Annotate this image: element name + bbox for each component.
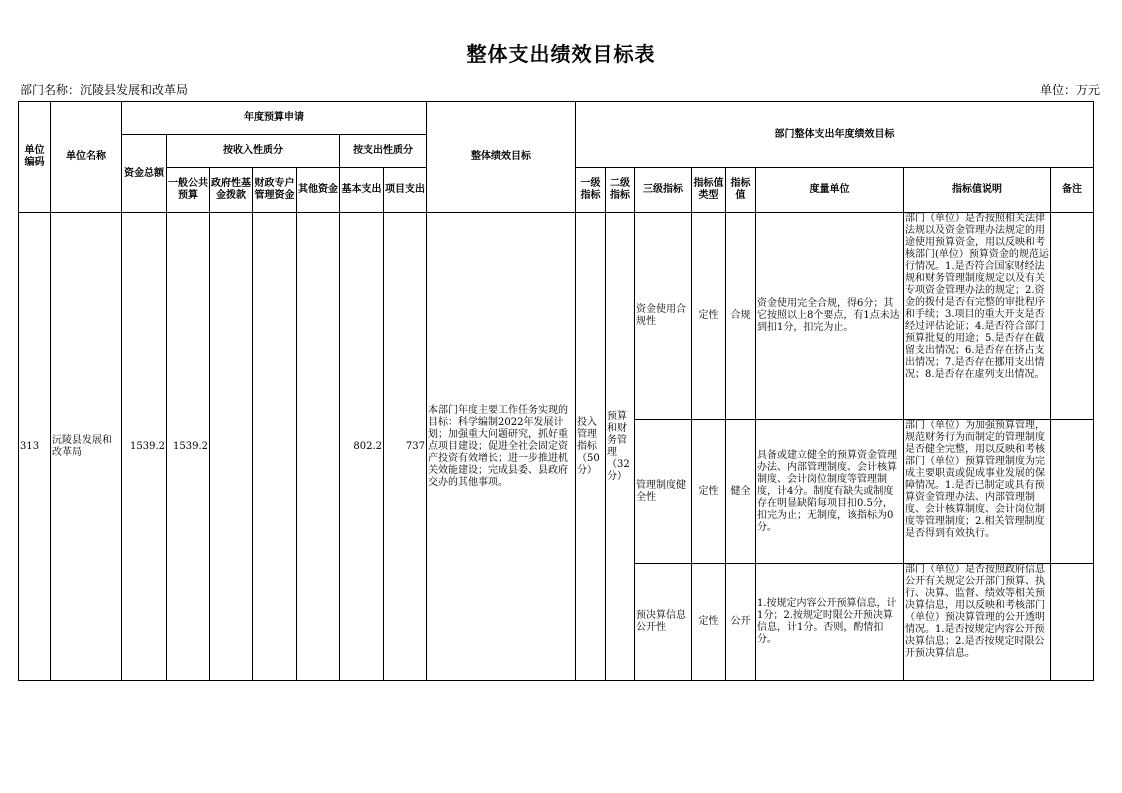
header-budget-apply: 年度预算申请 xyxy=(122,102,427,135)
header-desc: 指标值说明 xyxy=(904,168,1051,213)
header-total: 资金总额 xyxy=(122,135,167,213)
cell-level1: 投入管理指标（50分） xyxy=(576,213,606,681)
cell-value: 公开 xyxy=(726,564,756,681)
header-other-fund: 其他资金 xyxy=(297,168,340,213)
header-value: 指标值 xyxy=(726,168,756,213)
currency-unit-text: 单位：万元 xyxy=(1040,83,1101,97)
header-general-budget: 一般公共预算 xyxy=(167,168,210,213)
cell-desc xyxy=(904,213,1051,420)
cell-value: 健全 xyxy=(726,420,756,564)
header-unit-name: 单位名称 xyxy=(51,102,122,213)
cell-desc-text: 部门（单位）是否按照政府信息公开有关规定公开部门预算、执行、决算、监督、绩效等相关预决算信息，用以反映和考核部门（单位）预决算管理的公开透明情况。1.是否按规定内容公开预决算信息；2.是否按规定时限公开预决算信息。 xyxy=(905,564,1045,659)
cell-unit-code: 313 xyxy=(19,213,51,681)
table-row xyxy=(19,213,1094,420)
cell-level3: 资金使用合规性 xyxy=(635,213,692,420)
cell-gov-fund xyxy=(210,213,253,681)
cell-remark xyxy=(1051,420,1094,564)
cell-value-type: 定性 xyxy=(692,420,726,564)
cell-general-budget: 1539.2 xyxy=(167,213,210,681)
cell-value-type: 定性 xyxy=(692,564,726,681)
cell-desc xyxy=(904,420,1051,564)
cell-measure: 1.按规定内容公开预算信息，计1分；2.按规定时限公开预决算信息，计1分。否则，酌情扣分。 xyxy=(756,564,904,681)
cell-unit-name: 沅陵县发展和改革局 xyxy=(51,213,122,681)
cell-measure: 具备或建立健全的预算资金管理办法、内部管理制度、会计核算制度、会计岗位制度等管理制度，计4分。制度有缺失或制度存在明显缺陷每项目扣0.5分，扣完为止；无制度，该指标为0分。 xyxy=(756,420,904,564)
header-level3: 三级指标 xyxy=(635,168,692,213)
cell-remark xyxy=(1051,564,1094,681)
header-level2: 二级指标 xyxy=(606,168,635,213)
header-basic-exp: 基本支出 xyxy=(340,168,384,213)
header-special-fund: 财政专户管理资金 xyxy=(253,168,297,213)
header-dept-goal: 部门整体支出年度绩效目标 xyxy=(576,102,1094,168)
header-gov-fund: 政府性基金拨款 xyxy=(210,168,253,213)
header-project-exp: 项目支出 xyxy=(384,168,427,213)
cell-value-type: 定性 xyxy=(692,213,726,420)
cell-measure: 资金使用完全合规，得6分；其它按照以上8个要点，有1点未达到扣1分，扣完为止。 xyxy=(756,213,904,420)
header-level1: 一级指标 xyxy=(576,168,606,213)
header-overall-goal: 整体绩效目标 xyxy=(427,102,576,213)
cell-overall-goal: 本部门年度主要工作任务实现的目标：科学编制2022年发展计划；加强重大问题研究，抓好重点项目建设；促进全社会固定资产投资有效增长；进一步推进机关效能建设；完成县委、县政府交办的其他事项。 xyxy=(427,213,576,681)
department-name: 部门名称：沉陵县发展和改革局 xyxy=(20,83,189,97)
header-by-expense: 按支出性质分 xyxy=(340,135,427,168)
cell-special-fund xyxy=(253,213,297,681)
currency-unit xyxy=(1040,81,1101,98)
header-remark: 备注 xyxy=(1051,168,1094,213)
performance-table xyxy=(18,101,1094,681)
cell-level3: 预决算信息公开性 xyxy=(635,564,692,681)
header-value-type: 指标值类型 xyxy=(692,168,726,213)
cell-value: 合规 xyxy=(726,213,756,420)
cell-desc-text: 部门（单位）为加强预算管理，规范财务行为而制定的管理制度是否健全完整，用以反映和考核部门（单位）预算管理制度为完成主要职责或促成事业发展的保障情况。1.是否已制定或具有预算资金管理办法、内部管理制度、会计核算制度、会计岗位制度等管理制度；2.相关管理制度是否得到有效执行。 xyxy=(905,420,1045,539)
cell-project-exp: 737 xyxy=(384,213,427,681)
cell-total: 1539.2 xyxy=(122,213,167,681)
header-measure: 度量单位 xyxy=(756,168,904,213)
cell-remark xyxy=(1051,213,1094,420)
cell-desc xyxy=(904,564,1051,681)
cell-desc-text: 部门（单位）是否按照相关法律法规以及资金管理办法规定的用途使用预算资金，用以反映和考核部门(单位）预算资金的规范运行情况。1.是否符合国家财经法规和财务管理制度规定以及有关专项资金管理办法的规定；2.资金的拨付是否有完整的审批程序和手续；3.项目的重大开支是否经过评估论证；4.是否符合部门预算批复的用途；5.是否存在截留支出情况；6.是否存在挤占支出情况；7.是否存在挪用支出情况；8.是否存在虚列支出情况。 xyxy=(905,213,1049,380)
page-title: 整体支出绩效目标表 xyxy=(466,42,656,66)
header-by-income: 按收入性质分 xyxy=(167,135,340,168)
cell-other-fund xyxy=(297,213,340,681)
header-unit-code: 单位编码 xyxy=(19,102,51,213)
cell-level2: 预算和财务管理（32分） xyxy=(606,213,635,681)
cell-basic-exp: 802.2 xyxy=(340,213,384,681)
cell-level3: 管理制度健全性 xyxy=(635,420,692,564)
